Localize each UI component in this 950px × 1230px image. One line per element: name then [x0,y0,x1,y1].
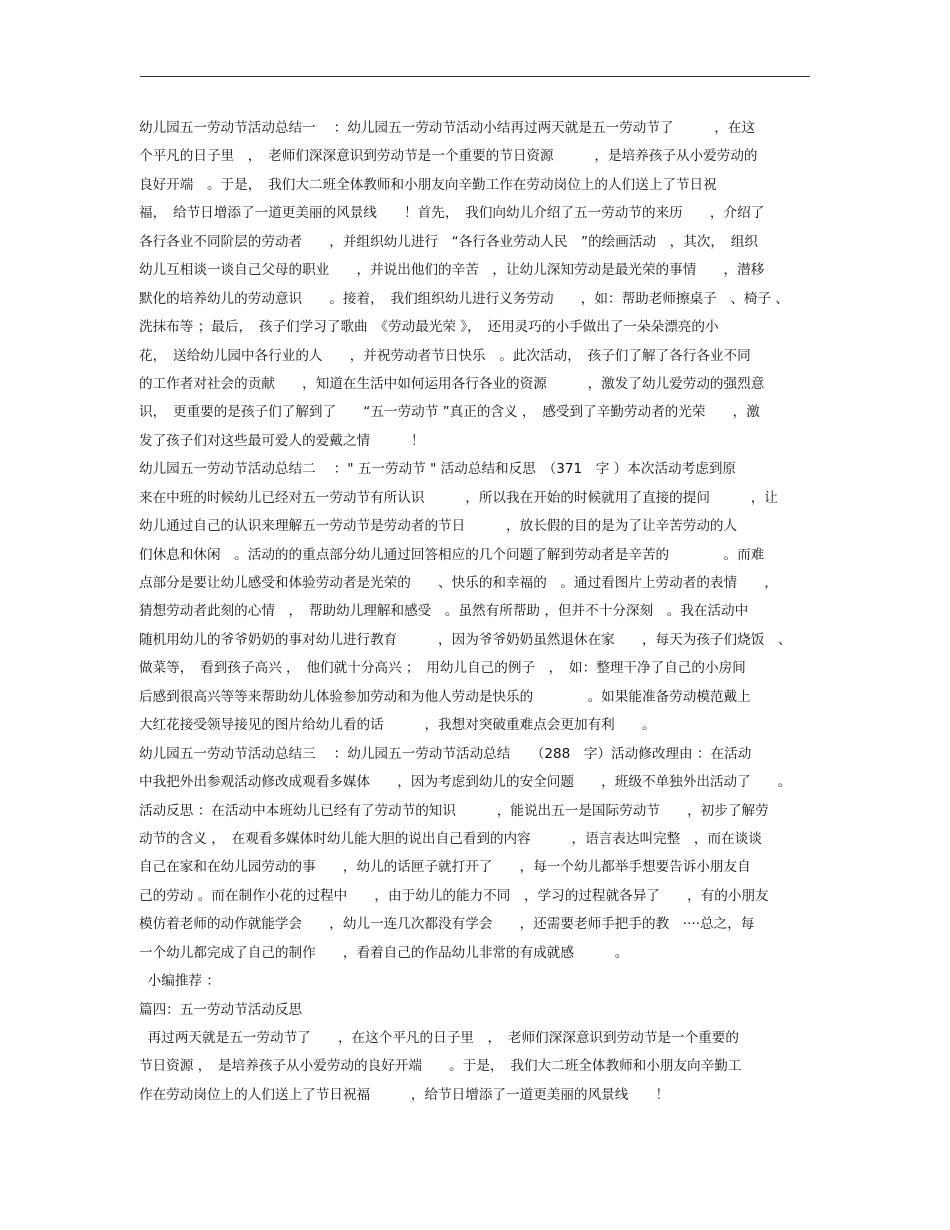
text-line: 一个幼儿都完成了自己的制作 ，看着自己的作品幼儿非常的有成就感 。 [139,944,629,961]
text-line: 来在中班的时候幼儿已经对五一劳动节有所认识 ，所以我在开始的时候就用了直接的提问 ，让 [139,489,778,506]
text-line: 福， 给节日增添了一道更美丽的风景线 ！首先， 我们向幼儿介绍了五一劳动节的来历 ，介绍了 [139,205,765,222]
text-line: 猜想劳动者此刻的心情 ， 帮助幼儿理解和感受 。虽然有所帮助 ，但并不十分深刻 。我在活动中 [139,603,749,620]
text-line: 幼儿园五一劳动节活动总结一 ：幼儿园五一劳动节活动小结再过两天就是五一劳动节了 ，在这 [139,120,756,136]
text-line: 幼儿园五一劳动节活动总结二 ：" 五一劳动节 " 活动总结和反思 （371 字 ）本次活动考虑到原 [139,461,737,478]
text-line: 良好开端 。于是， 我们大二班全体教师和小朋友向辛勤工作在劳动岗位上的人们送上了节日祝 [139,176,717,193]
text-line: 动节的含义 ， 在观看多媒体时幼儿能大胆的说出自己看到的内容 ，语言表达叫完整 ，而在谈谈 [139,830,762,847]
text-line: 模仿着老师的动作就能学会 ，幼儿一连几次都没有学会 ，还需要老师手把手的教 ····总之，每 [139,916,755,933]
text-line: 洗抹布等 ；最后， 孩子们学习了歌曲 《劳动最光荣 》， 还用灵巧的小手做出了一朵朵漂亮的小 [139,319,719,336]
text-line: 幼儿通过自己的认识来理解五一劳动节是劳动者的节日 ，放长假的目的是为了让辛苦劳动的人 [139,518,738,535]
header-rule [140,76,810,77]
text-line: 活动反思 ：在活动中本班幼儿已经有了劳动节的知识 ，能说出五一是国际劳动节 ，初步了解劳 [139,802,769,819]
text-line: 后感到很高兴等等来帮助幼儿体验参加劳动和为他人劳动是快乐的 。如果能准备劳动模范戴上 [139,688,751,705]
text-line: 做菜等， 看到孩子高兴 ， 他们就十分高兴 ； 用幼儿自己的例子 ， 如：整理干净了自己的小房间 [139,660,746,677]
text-line: 默化的培养幼儿的劳动意识 。接着， 我们组织幼儿进行义务劳动 ，如：帮助老师擦桌子 、椅子 、 [139,290,790,307]
text-line: 大红花接受领导接见的图片给幼儿看的话 ，我想对突破重难点会更加有利 。 [139,717,656,734]
text-line: 中我把外出参观活动修改成观看多媒体 ，因为考虑到幼儿的安全问题 ，班级不单独外出活动了 。 [139,774,792,791]
text-line: 发了孩子们对这些最可爱人的爱戴之情 ！ [139,432,425,449]
document-body [139,114,829,1109]
text-line: 篇四：五一劳动节活动反思 [139,1001,303,1018]
text-line: 们休息和休闲 。活动的的重点部分幼儿通过回答相应的几个问题了解到劳动者是辛苦的 。而难 [139,546,765,563]
text-line: 己的劳动 。而在制作小花的过程中 ，由于幼儿的能力不同 ，学习的过程就各异了 ，有的小朋友 [139,887,769,904]
text-line: 自己在家和在幼儿园劳动的事 ，幼儿的话匣子就打开了 ，每一个幼儿都举手想要告诉小朋友自 [139,859,751,876]
text-line: 识， 更重要的是孩子们了解到了 “五一劳动节 ”真正的含义 ， 感受到了辛勤劳动者的光荣 ，激 [139,404,760,421]
text-line: 作在劳动岗位上的人们送上了节日祝福 ，给节日增添了一道更美丽的风景线 ！ [139,1086,670,1103]
text-line: 点部分是要让幼儿感受和体验劳动者是光荣的 、快乐的和幸福的 。通过看图片上劳动者的表情 ， [139,575,778,591]
text-line: 个平凡的日子里 ， 老师们深深意识到劳动节是一个重要的节日资源 ，是培养孩子从小爱劳动的 [139,148,758,165]
text-line: 节日资源 ， 是培养孩子从小爱劳动的良好开端 。于是， 我们大二班全体教师和小朋友向辛勤工 [139,1058,742,1075]
text-line: 再过两天就是五一劳动节了 ，在这个平凡的日子里 ， 老师们深深意识到劳动节是一个重要的 [139,1030,739,1046]
text-line: 幼儿互相谈一谈自己父母的职业 ，并说出他们的辛苦 ，让幼儿深知劳动是最光荣的事情 ，潜移 [139,262,765,279]
text-line: 随机用幼儿的爷爷奶奶的事对幼儿进行教育 ，因为爷爷奶奶虽然退休在家 ，每天为孩子们烧饭 、 [139,631,792,648]
text-line: 各行各业不同阶层的劳动者 ，并组织幼儿进行 “各行各业劳动人民 ”的绘画活动 ，其次， 组织 [139,233,759,250]
text-line: 幼儿园五一劳动节活动总结三 ：幼儿园五一劳动节活动总结 （288 字）活动修改理由 ：在活动 [139,745,752,762]
text-line: 的工作者对社会的贡献 ，知道在生活中如何运用各行各业的资源 ，激发了幼儿爱劳动的强烈意 [139,375,765,392]
text-line: 小编推荐 ： [139,973,220,990]
text-line: 花， 送给幼儿园中各行业的人 ，并祝劳动者节日快乐 。此次活动， 孩子们了解了各行各业不同 [139,347,751,364]
